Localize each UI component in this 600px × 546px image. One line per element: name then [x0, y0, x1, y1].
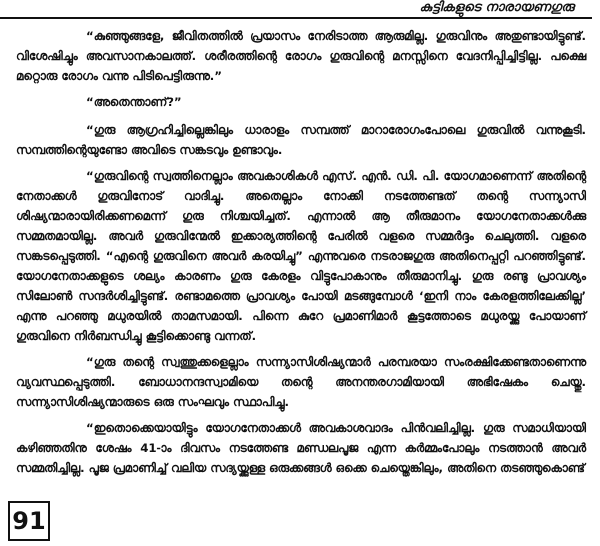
paragraph-4: “ഗുരുവിന്റെ സ്വത്തിനെല്ലാം അവകാശികൾ എസ്. എൻ. ഡി. പി. യോഗമാണെന്ന് അതിന്റെ നേതാക്കൾ ഗുരുവിനോട് വാദിച്ചു. അതെല്ലാം നോക്കി നടത്തേണ്ടത് തന്റെ സന്ന്യാസി ശിഷ്യന്മാരായിരിക്കണമെന്ന് ഗുരു നിശ്ചയിച്ചത്. എന്നാൽ ആ തീരുമാനം യോഗനേതാക്കൾക്കു സമ്മതമായില്ല. അവർ ഗുരുവിന്മേൽ ഇക്കാര്യത്തിന്റെ പേരിൽ വളരെ സമ്മർദ്ദം ചെലുത്തി. വളരെ സങ്കടപ്പെടുത്തി. “എന്റെ ഗുരുവിനെ അവർ കരയിച്ചു” എന്നുവരെ നടരാജഗുരു അതിനെപ്പറ്റി പറഞ്ഞിട്ടുണ്ട്. യോഗനേതാക്കളുടെ ശല്യം കാരണം ഗുരു കേരളം വിട്ടുപോകാനും തീരുമാനിച്ചു. ഗുരു രണ്ടു പ്രാവശ്യം സിലോൺ സന്ദർശിച്ചിട്ടുണ്ട്. രണ്ടാമത്തെ പ്രാവശ്യം പോയി മടങ്ങുമ്പോൾ ‘ഇനി നാം കേരളത്തിലേക്കില്ല’ എന്നു പറഞ്ഞു മധുരയിൽ താമസമായി. പിന്നെ കുറേ പ്രമാണിമാർ കൂട്ടത്തോടെ മധുരയ്ക്കു പോയാണ് ഗുരുവിനെ നിർബന്ധിച്ചു കൂട്ടിക്കൊണ്ടു വന്നത്.: [16, 169, 586, 343]
page-number: 91: [8, 501, 50, 541]
paragraph-3: “ഗുരു ആഗ്രഹിച്ചില്ലെങ്കിലും ധാരാളം സമ്പത്ത് മാറാരോഗംപോലെ ഗുരുവിൽ വന്നുകൂടി. സമ്പത്തിന്റെയുണ്ടോ അവിടെ സങ്കടവും ഉണ്ടാവും.: [16, 123, 586, 157]
header-rule: [0, 17, 592, 19]
running-header-title: കുട്ടികളുടെ നാരായണഗുരു: [419, 0, 574, 15]
paragraph-6: “ഇതൊക്കെയായിട്ടും യോഗനേതാക്കൾ അവകാശവാദം പിൻവലിച്ചില്ല. ഗുരു സമാധിയായി കഴിഞ്ഞതിനു ശേഷം 41-ാം ദിവസം നടത്തേണ്ട മണ്ഡലപൂജ എന്ന കർമ്മംപോലും നടത്താൻ അവർ സമ്മതിച്ചില്ല. പൂജ പ്രമാണിച്ച് വലിയ സദ്യയ്ക്കുള്ള ഒരുക്കങ്ങൾ ഒക്കെ ചെയ്തെങ്കിലും, അതിനെ തടഞ്ഞുകൊണ്ട്: [16, 421, 586, 475]
paragraph-1: “കുഞ്ഞുങ്ങളേ, ജീവിതത്തിൽ പ്രയാസം നേരിടാത്ത ആരുമില്ല. ഗുരുവിനും അതുണ്ടായിട്ടുണ്ട്. വിശേഷിച്ചും അവസാനകാലത്ത്. ശരീരത്തിന്റെ രോഗം ഗുരുവിന്റെ മനസ്സിനെ വേദനിപ്പിച്ചിട്ടില്ല. പക്ഷെ മറ്റൊരു രോഗം വന്നു പിടിപെട്ടിരുന്നു.”: [16, 29, 586, 83]
paragraph-5: “ഗുരു തന്റെ സ്വത്തുക്കളെല്ലാം സന്ന്യാസിശിഷ്യന്മാർ പരമ്പരയാ സംരക്ഷിക്കേണ്ടതാണെന്നു വ്യവസ്ഥപ്പെടുത്തി. ബോധാനന്ദസ്വാമിയെ തന്റെ അനന്തരഗാമിയായി അഭിഷേകം ചെയ്തു. സന്ന്യാസിശിഷ്യന്മാരുടെ ഒരു സംഘവും സ്ഥാപിച്ചു.: [16, 355, 586, 409]
paragraph-2: “അതെന്താണ്?”: [86, 95, 182, 109]
page-body: [16, 26, 586, 484]
